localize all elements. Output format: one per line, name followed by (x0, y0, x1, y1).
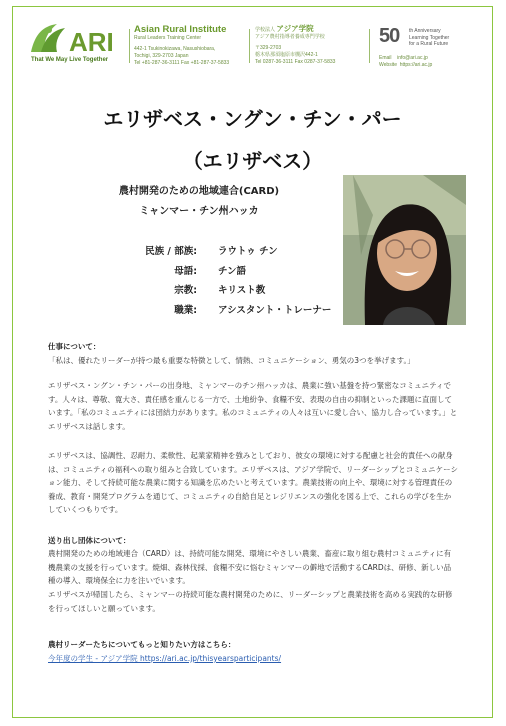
email-value[interactable]: info@ari.ac.jp (397, 55, 428, 61)
portrait-photo (343, 175, 466, 325)
org-sub-en: Rural Leaders Training Center (134, 35, 201, 41)
org-address-ja (255, 24, 335, 66)
org-sub-ja: アジア農村指導者養成専門学校 (255, 34, 325, 40)
fact-value: アシスタント・トレーナー (218, 304, 332, 316)
work-section-title: 仕事について： (48, 342, 101, 351)
org-address-en (134, 24, 229, 67)
sender-paragraph-2: エリザベスが帰国したら、ミャンマーの持続可能な農村開発のために、リーダーシップと農業技術を高める実践的な研修を行ってほしいと願っています。 (48, 590, 453, 613)
logo-text: ARI (69, 27, 114, 56)
anniv-line3: for a Rural Future (409, 41, 449, 47)
more-info-title: 農村リーダーたちについてもっと知りたい方はこちら： (48, 640, 236, 649)
org-kind-ja: 学校法人 (255, 27, 276, 33)
work-paragraph-2: エリザベスは、協調性、忍耐力、柔軟性、起業家精神を強みとしており、彼女の環境に対する配慮と社会的責任への献身は、コミュニティの福利への取り組みと合致しています。エリザベスは、アジア学院で、リーダーシップとコミュニケーション能力、そして持続可能な農業に関する知識を広めたいと考えています。農業技術の向上や、環境に対する管理責任の養成、教育・開発プログラムを通じて、コミュニティの自給自足とレジリエンスの強化を図る上で、これらの学びを生かしていくつもりです。 (48, 451, 458, 514)
person-nickname: （エリザベス） (182, 149, 323, 173)
tel-en: Tel +81-287-36-3111 Fax +81-287-37-5833 (134, 60, 230, 66)
address-en-2: Tochigi, 329-2703 Japan (134, 53, 189, 59)
divider (129, 29, 130, 63)
fact-value: キリスト教 (218, 285, 266, 296)
email-label: Email (379, 55, 392, 61)
postal-ja: 〒329-2703 (255, 45, 282, 51)
contact-info (379, 55, 432, 69)
ari-logo-mark (29, 22, 129, 56)
anniv-line2: Learning Together (409, 34, 450, 41)
address-ja: 栃木県那須塩原市槻沢442-1 (255, 52, 318, 58)
sender-section-title: 送り出し団体について： (48, 536, 131, 545)
anniv-line1: th Anniversary (409, 28, 441, 34)
logo-tagline: That We May Live Together (31, 57, 109, 63)
participants-link[interactable]: 今年度の学生 - アジア学院 https://ari.ac.jp/thisyearsparticipants/ (48, 654, 282, 663)
fact-label: 宗教: (174, 285, 197, 296)
org-name-en: Asian Rural Institute (134, 24, 227, 35)
address-en-1: 442-1 Tsukinokizawa, Nasushiobara, (134, 46, 216, 52)
location: ミャンマー・チン州ハッカ (139, 206, 259, 217)
tel-ja: Tel 0287-36-3111 Fax 0287-37-5833 (255, 59, 336, 65)
fact-label: 職業: (174, 304, 197, 316)
anniversary-badge (379, 25, 479, 55)
profile-sheet (12, 6, 493, 718)
organization-name: 農村開発のための地域連合(CARD) (118, 186, 280, 197)
fact-label: 母語: (174, 265, 197, 277)
fact-label: 民族 / 部族: (145, 246, 197, 257)
person-name: エリザベス・ングン・チン・パー (103, 107, 402, 131)
fact-value: ラウトゥ チン (218, 246, 278, 257)
letterhead (13, 7, 492, 69)
divider (369, 29, 370, 63)
fact-value: チン語 (218, 265, 247, 277)
ari-logo (29, 22, 139, 66)
website-value[interactable]: https://ari.ac.jp (399, 62, 433, 68)
anniversary-number: 50 (379, 25, 400, 47)
sender-paragraph-1: 農村開発のための地域連合（CARD）は、持続可能な開発、環境にやさしい農業、畜産に取り組む農村コミュニティに有機農業の支援を行っています。焼畑、森林伐採、食糧不安に悩むミャンマーの僻地で活動するCARDは、研修、新しい品種の導入、環境保全に力を注いでいます。 (48, 549, 452, 585)
website-label: Website (379, 62, 397, 68)
work-quote: 「私は、優れたリーダーが持つ最も重要な特徴として、情熱、コミュニケーション、勇気の3つを挙げます。」 (48, 356, 415, 365)
anniversary-text (409, 28, 449, 48)
work-paragraph-1: エリザベス・ングン・チン・パーの出身地、ミャンマーのチン州ハッカは、農業に強い基盤を持つ緊密なコミュニティです。人々は、尊敬、寛大さ、責任感を重んじる一方で、土地紛争、食糧不安、表現の自由の抑制といった課題に直面しています。「私のコミュニティには団結力があります。私のコミュニティの人々は互いに愛し合い、協力し合っています。」とエリザベスは話します。 (48, 381, 458, 431)
divider (249, 29, 250, 63)
org-name-ja: アジア学院 (276, 24, 314, 33)
